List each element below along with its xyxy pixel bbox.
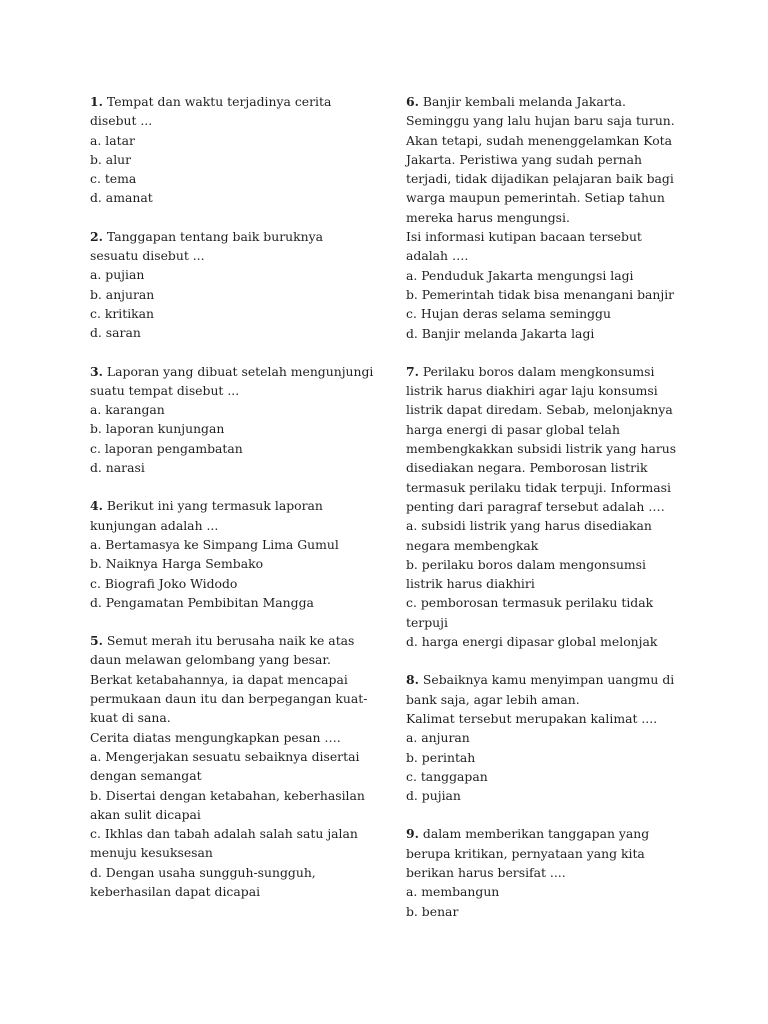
question-1-option-a: a. latar [90,132,135,148]
question-6-stem [406,92,686,227]
question-2 [90,227,375,343]
question-5-option-a: a. Mengerjakan sesuatu sebaiknya disertai dengan semangat [90,748,360,784]
question-9-stem [406,824,686,882]
question-7-number: 7. [406,363,419,379]
question-1-option-b: b. alur [90,151,132,167]
question-4-stem [90,496,375,535]
question-2-stem [90,227,375,266]
question-3-text: Laporan yang dibuat setelah mengunjungi suatu tempat disebut ... [90,363,374,398]
question-1-option-c: c. tema [90,171,137,187]
question-8-option-c: c. tanggapan [406,768,488,784]
right-column [406,92,686,940]
question-8-prompt: Kalimat tersebut merupakan kalimat .... [406,710,658,726]
question-5-option-b: b. Disertai dengan ketabahan, keberhasilan akan sulit dicapai [90,787,365,822]
left-column [90,92,375,920]
question-5-stem [90,631,375,727]
question-9-text: dalam memberikan tanggapan yang berupa kritikan, pernyataan yang kita berikan harus bersifat .... [406,826,650,880]
question-2-option-c: c. kritikan [90,305,155,321]
question-8-option-a: a. anjuran [406,730,470,746]
question-8-text: Sebaiknya kamu menyimpan uangmu di bank saja, agar lebih aman. [406,672,675,707]
question-9-option-a: a. membangun [406,884,500,900]
question-6-number: 6. [406,94,419,109]
question-2-option-a: a. pujian [90,267,145,283]
question-1-text: Tempat dan waktu terjadinya cerita disebut ... [90,94,332,129]
question-1-option-d: d. amanat [90,190,153,206]
question-6-option-d: d. Banjir melanda Jakarta lagi [406,325,595,341]
question-9-option-b: b. benar [406,903,459,919]
question-2-number: 2. [90,228,103,244]
question-6-option-c: c. Hujan deras selama seminggu [406,306,611,322]
question-4-text: Berikut ini yang termasuk laporan kunjungan adalah ... [90,498,323,533]
question-6-prompt: Isi informasi kutipan bacaan tersebut adalah …. [406,229,642,264]
question-8-number: 8. [406,672,419,688]
question-7-option-b: b. perilaku boros dalam mengonsumsi listrik harus diakhiri [406,556,647,592]
question-4 [90,496,375,612]
question-6-text: Banjir kembali melanda Jakarta. Seminggu yang lalu hujan baru saja turun. Akan tetapi, sudah menenggelamkan Kota Jakarta. Peristiwa yang sudah pernah terjadi, tidak dijadikan pelajaran baik bagi warga maupun pemerintah. Setiap tahun mereka harus mengungsi. [406,94,675,225]
question-5-prompt: Cerita diatas mengungkapkan pesan …. [90,729,341,745]
question-8-option-d: d. pujian [406,788,461,804]
question-7-option-c: c. pemborosan termasuk perilaku tidak terpuji [406,595,654,630]
question-3 [90,362,375,478]
question-7-option-d: d. harga energi dipasar global melonjak [406,634,658,650]
question-7 [406,362,686,651]
question-6-option-b: b. Pemerintah tidak bisa menangani banjir [406,286,675,302]
question-4-option-b: b. Naiknya Harga Sembako [90,556,264,572]
question-4-option-d: d. Pengamatan Pembibitan Mangga [90,594,314,610]
question-1-stem [90,92,375,131]
question-3-option-b: b. laporan kunjungan [90,421,225,437]
question-3-stem [90,362,375,401]
question-8 [406,670,686,805]
question-4-option-c: c. Biografi Joko Widodo [90,575,238,591]
question-3-option-c: c. laporan pengambatan [90,440,243,456]
question-6 [406,92,686,343]
question-2-option-d: d. saran [90,325,141,341]
question-1 [90,92,375,208]
question-4-number: 4. [90,498,103,514]
question-2-text: Tanggapan tentang baik buruknya sesuatu disebut ... [90,228,323,264]
question-5 [90,631,375,901]
question-8-stem [406,670,686,709]
question-9 [406,824,686,920]
question-3-number: 3. [90,363,103,379]
question-3-option-a: a. karangan [90,402,165,418]
question-8-option-b: b. perintah [406,749,476,765]
question-3-option-d: d. narasi [90,460,145,476]
question-5-number: 5. [90,633,103,649]
question-5-text: Semut merah itu berusaha naik ke atas daun melawan gelombang yang besar. Berkat ketabahannya, ia dapat mencapai permukaan daun itu dan berpegangan kuat-kuat di sana. [90,633,368,726]
question-6-option-a: a. Penduduk Jakarta mengungsi lagi [406,267,634,283]
question-5-option-c: c. Ikhlas dan tabah adalah salah satu jalan menuju kesuksesan [90,826,358,861]
question-7-stem [406,362,686,516]
question-1-number: 1. [90,94,103,109]
question-7-option-a: a. subsidi listrik yang harus disediakan negara membengkak [406,518,652,553]
question-5-option-d: d. Dengan usaha sungguh-sungguh, keberhasilan dapat dicapai [90,864,316,899]
question-2-option-b: b. anjuran [90,286,155,302]
question-9-number: 9. [406,826,419,842]
question-4-option-a: a. Bertamasya ke Simpang Lima Gumul [90,536,339,552]
question-7-text: Perilaku boros dalam mengkonsumsi listrik harus diakhiri agar laju konsumsi listrik dapat diredam. Sebab, melonjaknya harga energi di pasar global telah membengkakkan subsidi listrik yang harus disediakan negara. Pemborosan listrik termasuk perilaku tidak terpuji. Informasi penting dari paragraf tersebut adalah …. [406,363,677,514]
